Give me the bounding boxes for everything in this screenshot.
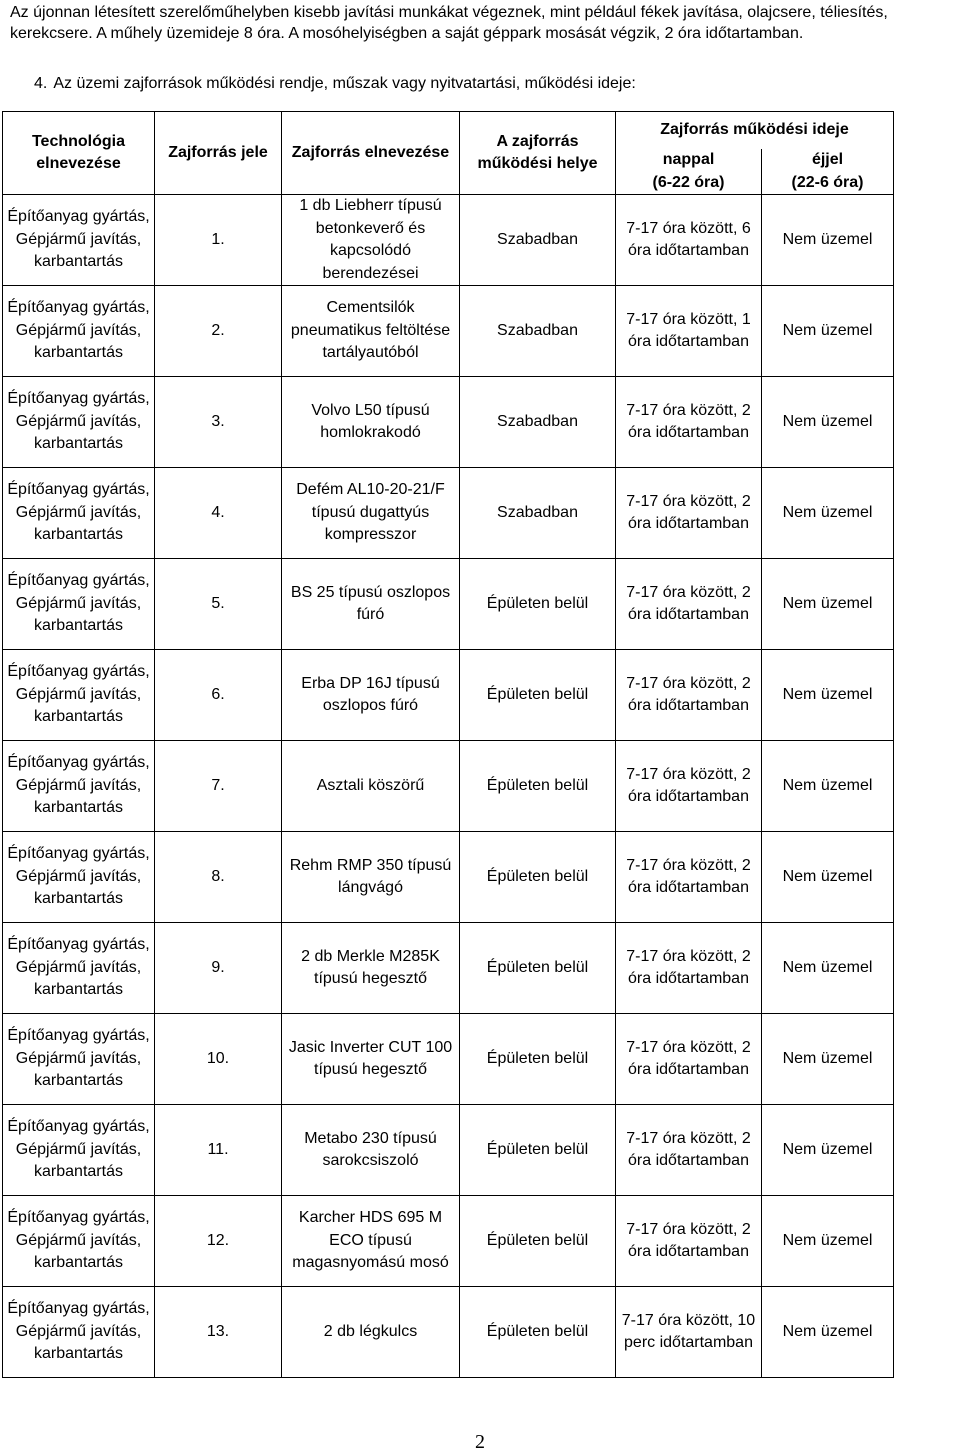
source-name-cell: Defém AL10-20-21/F típusú dugattyús kompresszor	[282, 468, 460, 559]
source-name-cell: Metabo 230 típusú sarokcsiszoló	[282, 1105, 460, 1196]
source-id-cell: 4.	[155, 468, 282, 559]
source-id-cell: 11.	[155, 1105, 282, 1196]
source-id-cell: 5.	[155, 559, 282, 650]
technology-cell: Építőanyag gyártás, Gépjármű javítás, karbantartás	[3, 1105, 155, 1196]
night-operation-cell: Nem üzemel	[762, 468, 894, 559]
source-name-cell: BS 25 típusú oszlopos fúró	[282, 559, 460, 650]
section-title: Az üzemi zajforrások működési rendje, műszak vagy nyitvatartási, működési ideje:	[53, 75, 636, 92]
location-cell: Épületen belül	[460, 559, 616, 650]
night-operation-cell: Nem üzemel	[762, 286, 894, 377]
table-row	[3, 559, 894, 650]
table-row	[3, 286, 894, 377]
table-row	[3, 1196, 894, 1287]
location-cell: Épületen belül	[460, 832, 616, 923]
night-operation-cell: Nem üzemel	[762, 195, 894, 286]
page-number: 2	[475, 1431, 485, 1453]
technology-cell: Építőanyag gyártás, Gépjármű javítás, karbantartás	[3, 286, 155, 377]
table-row	[3, 468, 894, 559]
source-id-cell: 1.	[155, 195, 282, 286]
source-name-cell: Rehm RMP 350 típusú lángvágó	[282, 832, 460, 923]
location-cell: Épületen belül	[460, 1014, 616, 1105]
technology-cell: Építőanyag gyártás, Gépjármű javítás, karbantartás	[3, 377, 155, 468]
technology-cell: Építőanyag gyártás, Gépjármű javítás, karbantartás	[3, 741, 155, 832]
technology-cell: Építőanyag gyártás, Gépjármű javítás, karbantartás	[3, 195, 155, 286]
header-night	[762, 149, 894, 195]
day-operation-cell: 7-17 óra között, 10 perc időtartamban	[616, 1287, 762, 1378]
technology-cell: Építőanyag gyártás, Gépjármű javítás, karbantartás	[3, 559, 155, 650]
technology-cell: Építőanyag gyártás, Gépjármű javítás, karbantartás	[3, 1287, 155, 1378]
table-row	[3, 1014, 894, 1105]
source-id-cell: 2.	[155, 286, 282, 377]
section-number: 4.	[34, 75, 48, 92]
day-operation-cell: 7-17 óra között, 6 óra időtartamban	[616, 195, 762, 286]
source-id-cell: 8.	[155, 832, 282, 923]
source-id-cell: 10.	[155, 1014, 282, 1105]
night-operation-cell: Nem üzemel	[762, 377, 894, 468]
technology-cell: Építőanyag gyártás, Gépjármű javítás, karbantartás	[3, 1196, 155, 1287]
noise-source-table	[2, 111, 894, 1378]
night-operation-cell: Nem üzemel	[762, 1105, 894, 1196]
day-operation-cell: 7-17 óra között, 2 óra időtartamban	[616, 1196, 762, 1287]
source-name-cell: 2 db Merkle M285K típusú hegesztő	[282, 923, 460, 1014]
table-row	[3, 195, 894, 286]
technology-cell: Építőanyag gyártás, Gépjármű javítás, karbantartás	[3, 650, 155, 741]
source-name-cell: Volvo L50 típusú homlokrakodó	[282, 377, 460, 468]
location-cell: Épületen belül	[460, 650, 616, 741]
night-operation-cell: Nem üzemel	[762, 1287, 894, 1378]
header-source-id: Zajforrás jele	[155, 112, 282, 195]
day-operation-cell: 7-17 óra között, 2 óra időtartamban	[616, 1014, 762, 1105]
night-operation-cell: Nem üzemel	[762, 741, 894, 832]
table-row	[3, 923, 894, 1014]
location-cell: Épületen belül	[460, 1105, 616, 1196]
location-cell: Szabadban	[460, 286, 616, 377]
night-operation-cell: Nem üzemel	[762, 1014, 894, 1105]
day-operation-cell: 7-17 óra között, 2 óra időtartamban	[616, 832, 762, 923]
table-row	[3, 1287, 894, 1378]
location-cell: Szabadban	[460, 377, 616, 468]
intro-paragraph: Az újonnan létesített szerelőműhelyben kisebb javítási munkákat végeznek, mint például fékek javítása, olajcsere, téliesítés, kerekcsere. A műhely üzemideje 8 óra. A mosóhelyiségben a saját géppark mosását végzik, 2 óra időtartamban.	[10, 4, 888, 42]
day-operation-cell: 7-17 óra között, 2 óra időtartamban	[616, 1105, 762, 1196]
technology-cell: Építőanyag gyártás, Gépjármű javítás, karbantartás	[3, 832, 155, 923]
header-operating-time: Zajforrás működési ideje	[616, 112, 894, 150]
day-operation-cell: 7-17 óra között, 2 óra időtartamban	[616, 741, 762, 832]
location-cell: Szabadban	[460, 468, 616, 559]
table-body	[3, 195, 894, 1378]
day-operation-cell: 7-17 óra között, 2 óra időtartamban	[616, 468, 762, 559]
location-cell: Épületen belül	[460, 1287, 616, 1378]
source-id-cell: 6.	[155, 650, 282, 741]
day-operation-cell: 7-17 óra között, 1 óra időtartamban	[616, 286, 762, 377]
location-cell: Épületen belül	[460, 1196, 616, 1287]
header-night-range: (22-6 óra)	[791, 173, 864, 191]
source-id-cell: 9.	[155, 923, 282, 1014]
table-row	[3, 832, 894, 923]
header-day-label: nappal	[662, 151, 715, 168]
header-technology: Technológia elnevezése	[3, 112, 155, 195]
source-name-cell: Jasic Inverter CUT 100 típusú hegesztő	[282, 1014, 460, 1105]
night-operation-cell: Nem üzemel	[762, 923, 894, 1014]
night-operation-cell: Nem üzemel	[762, 650, 894, 741]
technology-cell: Építőanyag gyártás, Gépjármű javítás, karbantartás	[3, 923, 155, 1014]
source-name-cell: Cementsilók pneumatikus feltöltése tartályautóból	[282, 286, 460, 377]
technology-cell: Építőanyag gyártás, Gépjármű javítás, karbantartás	[3, 1014, 155, 1105]
table-row	[3, 741, 894, 832]
header-day	[616, 149, 762, 195]
table-row	[3, 650, 894, 741]
day-operation-cell: 7-17 óra között, 2 óra időtartamban	[616, 650, 762, 741]
source-id-cell: 13.	[155, 1287, 282, 1378]
source-name-cell: Karcher HDS 695 M ECO típusú magasnyomású mosó	[282, 1196, 460, 1287]
location-cell: Épületen belül	[460, 741, 616, 832]
location-cell: Szabadban	[460, 195, 616, 286]
night-operation-cell: Nem üzemel	[762, 832, 894, 923]
source-id-cell: 3.	[155, 377, 282, 468]
source-name-cell: 1 db Liebherr típusú betonkeverő és kapcsolódó berendezései	[282, 195, 460, 286]
source-name-cell: Erba DP 16J típusú oszlopos fúró	[282, 650, 460, 741]
night-operation-cell: Nem üzemel	[762, 559, 894, 650]
day-operation-cell: 7-17 óra között, 2 óra időtartamban	[616, 377, 762, 468]
source-name-cell: Asztali köszörű	[282, 741, 460, 832]
day-operation-cell: 7-17 óra között, 2 óra időtartamban	[616, 923, 762, 1014]
section-heading	[10, 73, 910, 94]
header-night-label: éjjel	[811, 151, 844, 168]
table-row	[3, 1105, 894, 1196]
header-location: A zajforrás működési helye	[460, 112, 616, 195]
day-operation-cell: 7-17 óra között, 2 óra időtartamban	[616, 559, 762, 650]
header-source-name: Zajforrás elnevezése	[282, 112, 460, 195]
source-name-cell: 2 db légkulcs	[282, 1287, 460, 1378]
source-id-cell: 12.	[155, 1196, 282, 1287]
night-operation-cell: Nem üzemel	[762, 1196, 894, 1287]
header-day-range: (6-22 óra)	[652, 173, 725, 191]
location-cell: Épületen belül	[460, 923, 616, 1014]
technology-cell: Építőanyag gyártás, Gépjármű javítás, karbantartás	[3, 468, 155, 559]
table-row	[3, 377, 894, 468]
source-id-cell: 7.	[155, 741, 282, 832]
